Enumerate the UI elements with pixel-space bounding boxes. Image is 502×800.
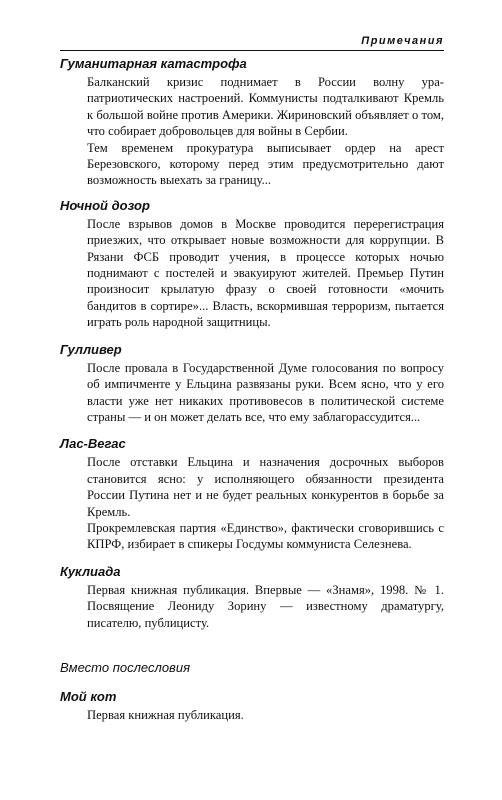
- note-paragraph: После провала в Государственной Думе голосования по вопросу об импичменте у Ельцина развязаны руки. Всем ясно, что у его власти уже нет никаких противовесов в политической системе страны — и он может делать все, что ему заблагорассудится...: [87, 360, 444, 424]
- note-title: Куклиада: [60, 563, 121, 579]
- running-head: Примечания: [60, 34, 444, 51]
- notes-content: [60, 55, 444, 723]
- afterword-heading: Вместо послесловия: [60, 659, 191, 675]
- note-title: Лас-Вегас: [60, 436, 126, 452]
- note-section-las-vegas: [60, 435, 444, 552]
- note-paragraph: Тем временем прокуратура выписывает ордер на арест Березовского, которому перед этим предусмотрительно дают возможность выехать за границу...: [87, 140, 444, 188]
- afterword-section: [60, 659, 444, 723]
- note-paragraph: Первая книжная публикация. Впервые — «Знамя», 1998. № 1. Посвящение Леониду Зорину — известному драматургу, писателю, публицисту.: [87, 582, 444, 630]
- note-paragraph: Балканский кризис поднимает в России волну ура-патриотических настроений. Коммунисты подталкивают Кремль к большой войне против Америки. Жириновский объявляет о том, что собирает добровольцев для войны в Сербии.: [87, 75, 444, 139]
- note-paragraph: После взрывов домов в Москве проводится перерегистрация приезжих, что открывает новые возможности для коррупции. В Рязани ФСБ проводит учения, в процессе которых ночью поднимают с постелей и эвакуируют жителей. Премьер Путин произносит крылатую фразу о своей готовности «мочить бандитов в сортире»... Власть, вскормившая терроризм, пытается играть роль народной защитницы.: [87, 216, 444, 330]
- note-section-night-watch: [60, 197, 444, 331]
- note-section-gulliver: [60, 341, 444, 426]
- note-section-kukliada: [60, 563, 444, 631]
- note-title: Гуманитарная катастрофа: [60, 56, 247, 71]
- note-section-humanitarian: [60, 55, 444, 189]
- note-paragraph: Прокремлевская партия «Единство», фактически сговорившись с КПРФ, избирает в спикеры Госдумы коммуниста Селезнева.: [87, 520, 444, 552]
- note-title: Гулливер: [60, 341, 122, 357]
- note-title: Мой кот: [60, 688, 117, 704]
- note-paragraph: Первая книжная публикация.: [87, 707, 244, 722]
- note-title: Ночной дозор: [60, 197, 150, 213]
- note-paragraph: После отставки Ельцина и назначения досрочных выборов становится ясно: у исполняющего обязанности президента России Путина нет и не будет реальных конкурентов в борьбе за Кремль.: [87, 455, 444, 519]
